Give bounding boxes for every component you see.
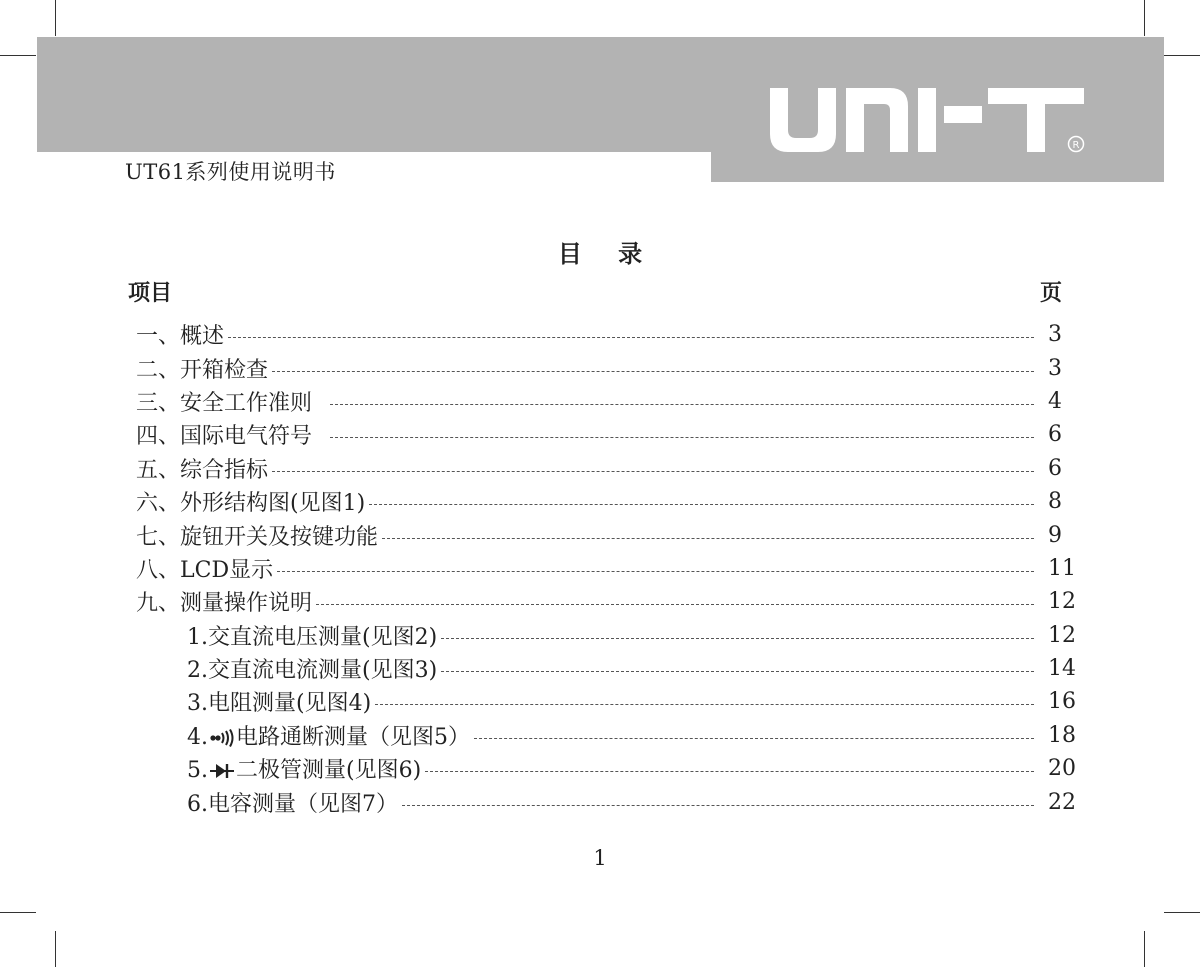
toc-entry-page: 9 [1048, 522, 1062, 548]
toc-entry-label: 三、安全工作准则 [136, 390, 313, 416]
dot-leader [402, 805, 1034, 806]
toc-entry[interactable] [136, 485, 1076, 518]
crop-mark [55, 931, 56, 967]
toc-entry-prefix: 5. [187, 758, 208, 784]
dot-leader [425, 771, 1034, 772]
dot-leader [272, 371, 1034, 372]
toc-entry[interactable] [136, 418, 1076, 451]
toc-entry-page: 18 [1048, 722, 1076, 748]
dot-leader [228, 337, 1034, 338]
toc-entry[interactable] [136, 552, 1076, 585]
toc-entry-label [187, 720, 470, 751]
dot-leader [375, 704, 1034, 705]
toc-entry-page: 12 [1048, 622, 1076, 648]
toc-entry-page: 3 [1048, 322, 1062, 348]
crop-mark [55, 0, 56, 36]
toc-entry[interactable] [136, 452, 1076, 485]
dot-leader [330, 404, 1034, 405]
toc-entry-page: 14 [1048, 656, 1076, 682]
toc-entry-page: 8 [1048, 489, 1062, 515]
toc-entry-label: 3.电阻测量(见图4) [187, 691, 372, 717]
toc-subentry[interactable] [136, 652, 1076, 685]
toc-column-item: 项目 [128, 281, 173, 306]
dot-leader [330, 437, 1034, 438]
crop-mark [0, 55, 36, 56]
toc-entry-page: 6 [1048, 422, 1062, 448]
toc-heading: 目 录 [557, 240, 657, 268]
toc-entry-label [187, 653, 437, 684]
toc-column-page: 页 [1040, 281, 1063, 306]
page-number: 1 [593, 846, 607, 870]
toc-list [136, 318, 1076, 819]
toc-subentry[interactable] [136, 619, 1076, 652]
document-title: UT61系列使用说明书 [125, 160, 336, 184]
toc-entry-text: 二极管测量(见图6) [236, 758, 422, 784]
toc-entry-text: 交直流电流测量(见图3) [208, 658, 438, 684]
toc-entry-prefix: 2. [187, 658, 208, 684]
toc-entry-label: 七、旋钮开关及按键功能 [136, 524, 379, 550]
toc-entry-page: 3 [1048, 355, 1062, 381]
toc-subentry[interactable] [136, 685, 1076, 718]
toc-entry-label: 四、国际电气符号 [136, 424, 313, 450]
toc-subentry[interactable] [136, 752, 1076, 785]
toc-entry-label: 五、综合指标 [136, 457, 269, 483]
brand-logo [768, 86, 1088, 156]
toc-entry-label: 6.电容测量（见图7） [187, 791, 398, 817]
dot-leader [382, 538, 1034, 539]
dot-leader [441, 671, 1034, 672]
toc-subentry[interactable] [136, 785, 1076, 818]
diode-icon [210, 762, 234, 780]
dot-leader [369, 504, 1034, 505]
crop-mark [1144, 931, 1145, 967]
toc-entry-text: 电路通断测量（见图5） [236, 724, 470, 750]
svg-text:R: R [1072, 140, 1080, 151]
toc-entry-page: 6 [1048, 455, 1062, 481]
crop-mark [0, 912, 36, 913]
toc-entry[interactable] [136, 585, 1076, 618]
crop-mark [1164, 912, 1200, 913]
toc-entry-page: 22 [1048, 789, 1076, 815]
dot-leader [277, 571, 1034, 572]
toc-entry-prefix: 4. [187, 724, 208, 750]
toc-entry-page: 12 [1048, 589, 1076, 615]
toc-entry[interactable] [136, 518, 1076, 551]
toc-entry-label: 九、测量操作说明 [136, 591, 313, 617]
toc-entry[interactable] [136, 351, 1076, 384]
toc-entry-page: 16 [1048, 689, 1076, 715]
dot-leader [441, 638, 1034, 639]
dot-leader [272, 471, 1034, 472]
toc-subentry[interactable] [136, 719, 1076, 752]
continuity-buzzer-icon [210, 729, 234, 747]
toc-entry-page: 20 [1048, 756, 1076, 782]
dot-leader [474, 738, 1034, 739]
toc-entry-label: 1.交直流电压测量(见图2) [187, 624, 438, 650]
toc-entry-page: 4 [1048, 388, 1062, 414]
toc-entry-label: 一、概述 [136, 324, 225, 350]
toc-entry-label: 二、开箱检查 [136, 357, 269, 383]
toc-entry-label [187, 753, 421, 784]
toc-entry-page: 11 [1048, 555, 1076, 581]
dot-leader [316, 604, 1034, 605]
crop-mark [1144, 0, 1145, 36]
crop-mark [1164, 55, 1200, 56]
toc-entry-label: 八、LCD显示 [136, 557, 274, 583]
toc-entry-label: 六、外形结构图(见图1) [136, 491, 366, 517]
toc-entry[interactable] [136, 318, 1076, 351]
toc-entry[interactable] [136, 385, 1076, 418]
